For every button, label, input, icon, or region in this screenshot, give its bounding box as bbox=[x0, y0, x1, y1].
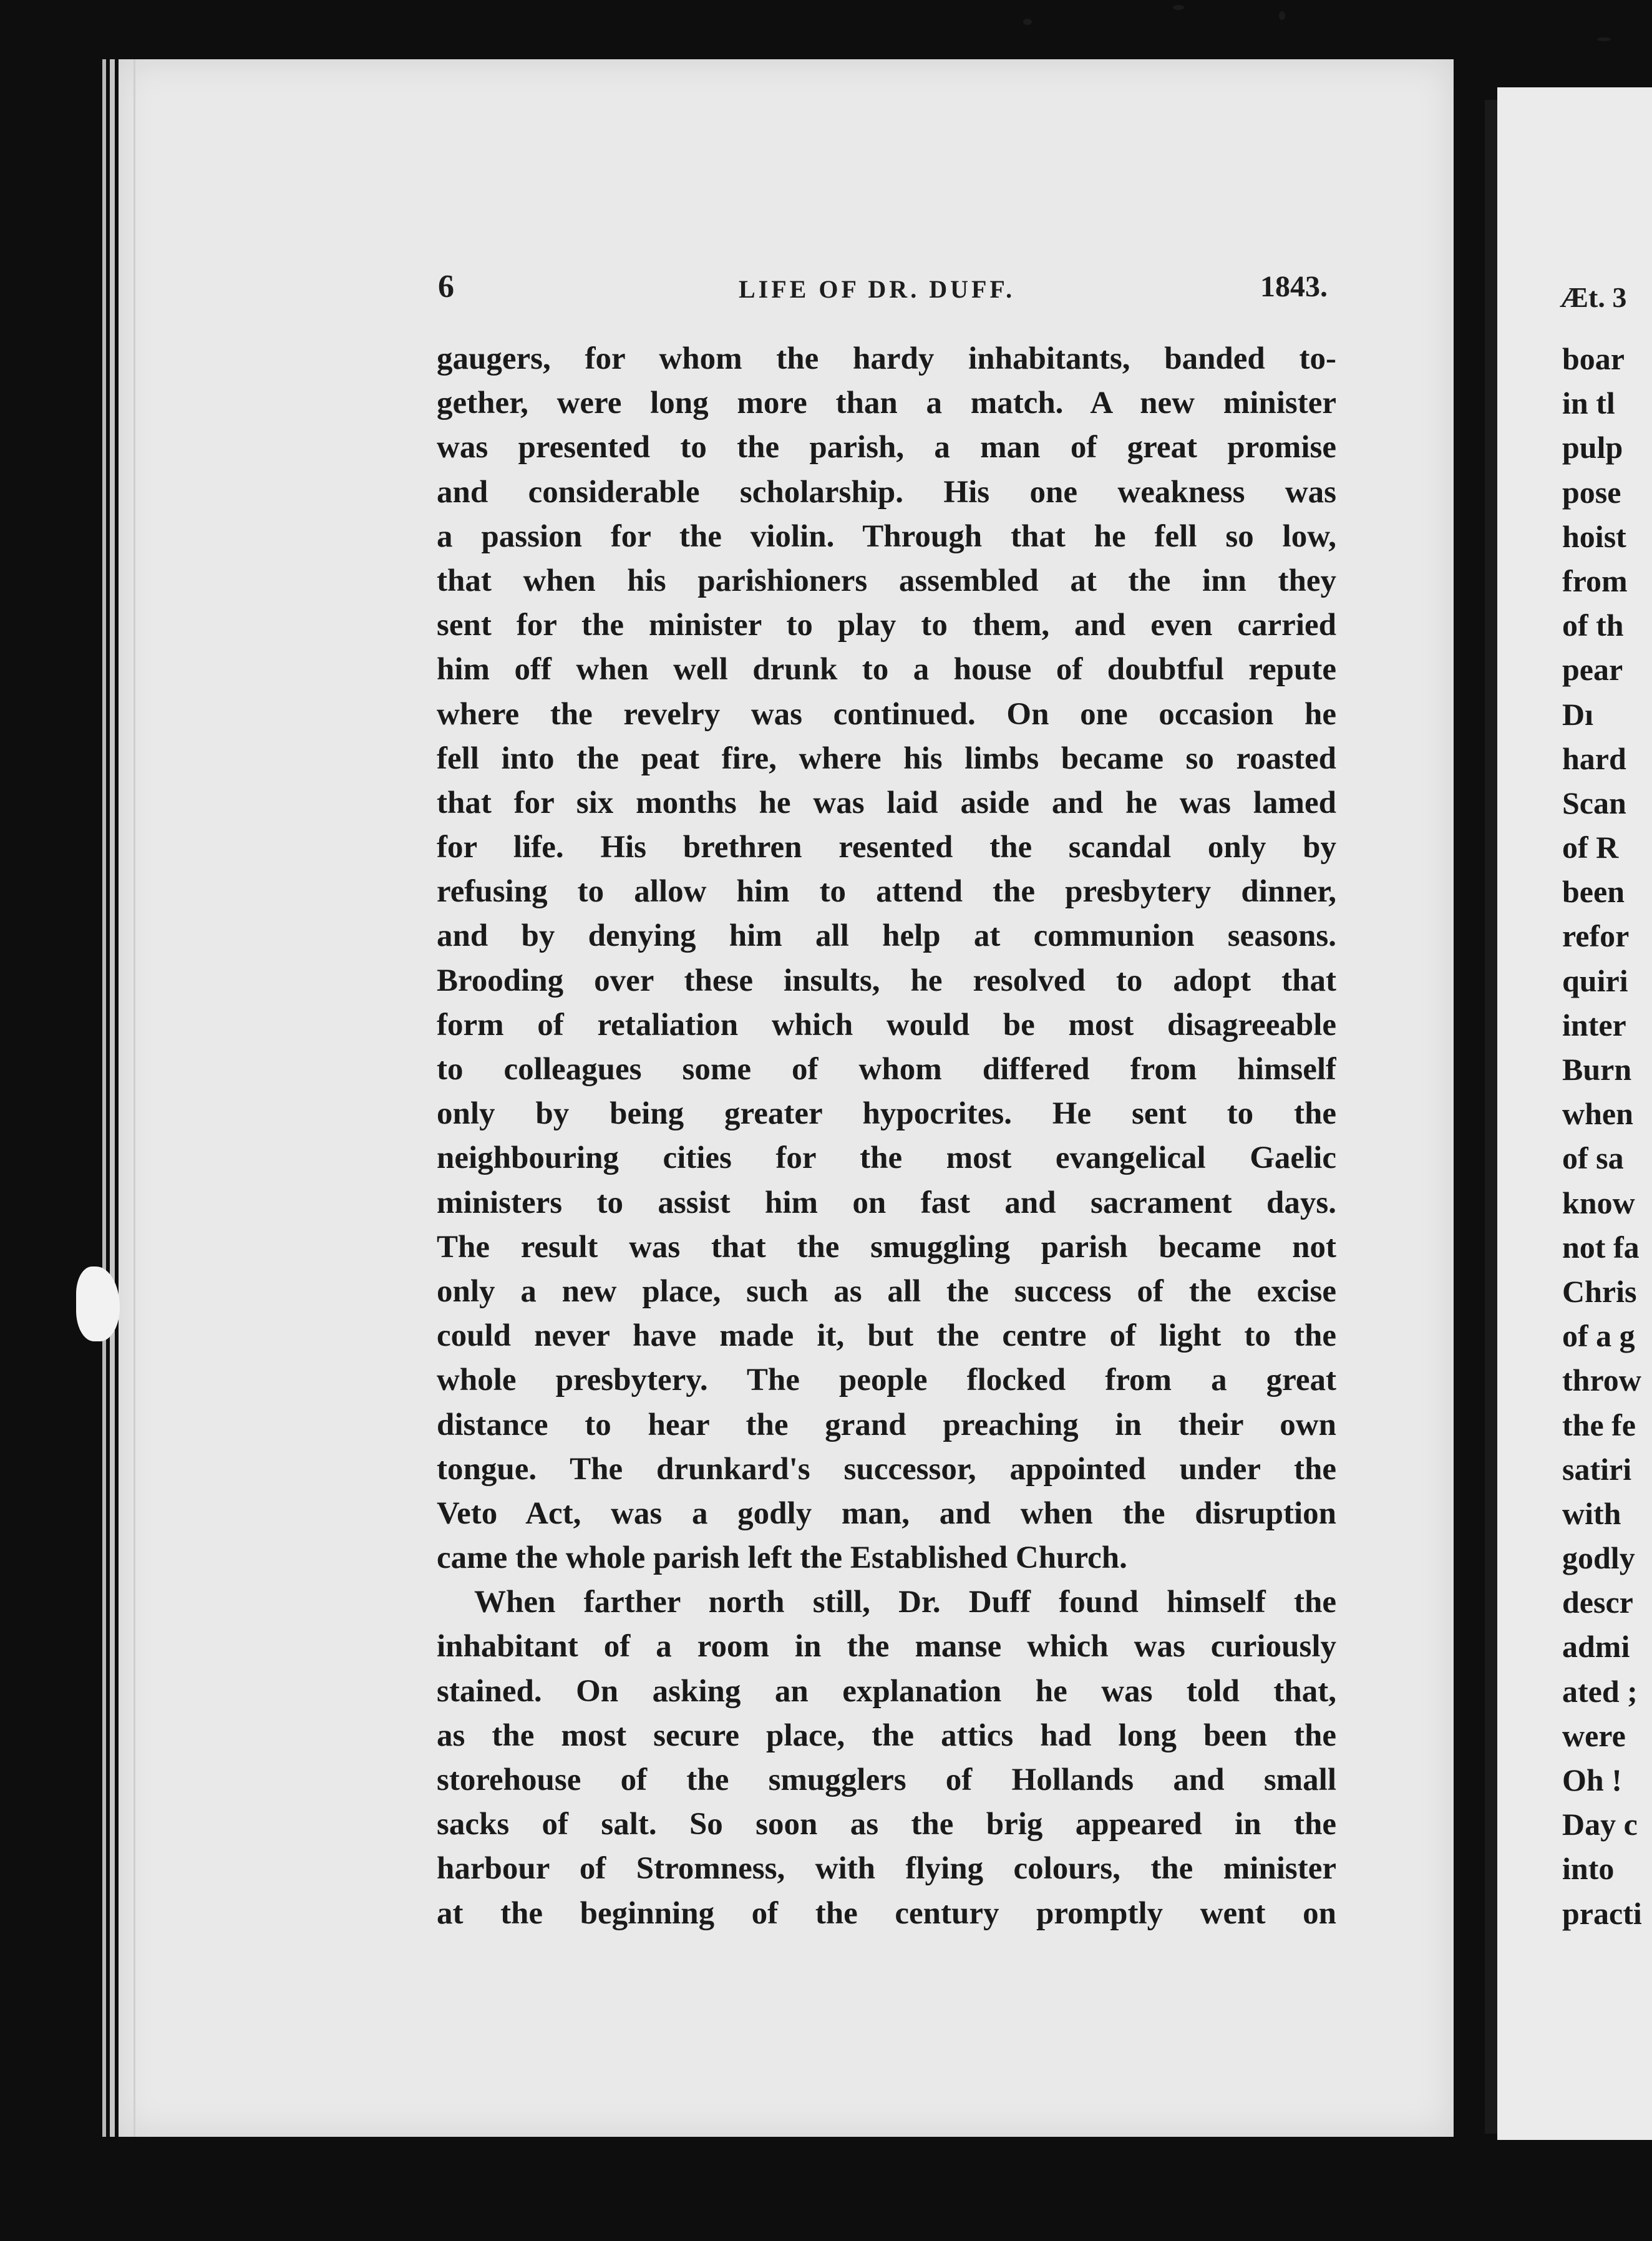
right-text-line: know bbox=[1562, 1185, 1635, 1220]
right-text-line: of R bbox=[1562, 830, 1619, 865]
text-line: refusing to allow him to attend the presbytery dinner, bbox=[437, 874, 1336, 910]
right-text-line: godly bbox=[1562, 1540, 1635, 1576]
right-text-line: pose bbox=[1562, 474, 1621, 510]
text-line: for life. His brethren resented the scandal only by bbox=[437, 830, 1336, 865]
right-text-line: with bbox=[1562, 1495, 1621, 1531]
right-text-line: Day c bbox=[1562, 1807, 1638, 1842]
scan-speck bbox=[1023, 19, 1032, 25]
page-edge bbox=[134, 59, 135, 2137]
text-line: form of retaliation which would be most disagreeable bbox=[437, 1007, 1336, 1043]
text-line: tongue. The drunkard's successor, appointed under the bbox=[437, 1451, 1336, 1487]
right-text-line: refor bbox=[1562, 918, 1630, 954]
right-text-line: the fe bbox=[1562, 1407, 1636, 1442]
scan-speck bbox=[1279, 11, 1285, 20]
text-line: gether, were long more than a match. A new minister bbox=[437, 386, 1336, 421]
right-text-line: practi bbox=[1562, 1895, 1642, 1931]
text-line: neighbouring cities for the most evangelical Gaelic bbox=[437, 1140, 1336, 1176]
right-text-line: throw bbox=[1562, 1363, 1641, 1398]
right-text-line: been bbox=[1562, 874, 1625, 910]
right-text-line: Burn bbox=[1562, 1052, 1632, 1087]
right-text-line: not fa bbox=[1562, 1229, 1640, 1265]
text-line: Brooding over these insults, he resolved to adopt that bbox=[437, 963, 1336, 998]
right-text-line: boar bbox=[1562, 341, 1625, 376]
text-line: The result was that the smuggling parish became not bbox=[437, 1229, 1336, 1265]
right-text-line: of sa bbox=[1562, 1140, 1624, 1176]
page-year: 1843. bbox=[1260, 270, 1328, 303]
text-line: gaugers, for whom the hardy inhabitants, banded to- bbox=[437, 341, 1336, 376]
text-line: could never have made it, but the centre of light to the bbox=[437, 1318, 1336, 1354]
text-line: ministers to assist him on fast and sacrament days. bbox=[437, 1185, 1336, 1220]
text-line: storehouse of the smugglers of Hollands and small bbox=[437, 1762, 1336, 1797]
right-text-line: pulp bbox=[1562, 430, 1623, 465]
text-line: and by denying him all help at communion seasons. bbox=[437, 918, 1336, 954]
text-line: to colleagues some of whom differed from himself bbox=[437, 1052, 1336, 1087]
text-line: sacks of salt. So soon as the brig appeared in the bbox=[437, 1807, 1336, 1842]
text-line: was presented to the parish, a man of great promise bbox=[437, 430, 1336, 465]
text-line: whole presbytery. The people flocked from a great bbox=[437, 1363, 1336, 1398]
text-line: distance to hear the grand preaching in their own bbox=[437, 1407, 1336, 1442]
right-text-line: from bbox=[1562, 563, 1628, 598]
right-text-line: Dı bbox=[1562, 696, 1593, 732]
text-line: at the beginning of the century promptly went on bbox=[437, 1895, 1336, 1931]
right-text-line: were bbox=[1562, 1718, 1626, 1753]
text-line: sent for the minister to play to them, and even carried bbox=[437, 608, 1336, 643]
text-line: only by being greater hypocrites. He sent to the bbox=[437, 1096, 1336, 1132]
scan-speck bbox=[1597, 37, 1611, 41]
right-text-line: hoist bbox=[1562, 518, 1626, 554]
text-line: inhabitant of a room in the manse which was curiously bbox=[437, 1629, 1336, 1665]
text-line: and considerable scholarship. His one weakness was bbox=[437, 474, 1336, 510]
text-line: stained. On asking an explanation he was told that, bbox=[437, 1673, 1336, 1709]
text-line: him off when well drunk to a house of doubtful repute bbox=[437, 652, 1336, 688]
right-text-line: pear bbox=[1562, 652, 1623, 688]
text-line: harbour of Stromness, with flying colours, the minister bbox=[437, 1851, 1336, 1887]
text-line: only a new place, such as all the success of the excise bbox=[437, 1273, 1336, 1309]
text-line: came the whole parish left the Established Church. bbox=[437, 1540, 1127, 1576]
right-text-line: inter bbox=[1562, 1007, 1626, 1043]
text-line: where the revelry was continued. On one occasion he bbox=[437, 696, 1336, 732]
page-edge bbox=[102, 59, 106, 2137]
text-line: When farther north still, Dr. Duff found himself the bbox=[474, 1585, 1336, 1620]
right-text-line: admi bbox=[1562, 1629, 1630, 1665]
text-line: as the most secure place, the attics had long been the bbox=[437, 1718, 1336, 1753]
right-text-line: hard bbox=[1562, 741, 1626, 776]
text-line: fell into the peat fire, where his limbs became so roasted bbox=[437, 741, 1336, 776]
right-text-line: Oh ! bbox=[1562, 1762, 1622, 1797]
right-text-line: ated ; bbox=[1562, 1673, 1638, 1709]
right-text-line: satiri bbox=[1562, 1451, 1632, 1487]
right-text-line: in tl bbox=[1562, 386, 1615, 421]
text-line: that for six months he was laid aside and he was lamed bbox=[437, 785, 1336, 820]
page-edge bbox=[110, 59, 115, 2137]
running-title: LIFE OF DR. DUFF. bbox=[739, 275, 1016, 303]
right-text-line: descr bbox=[1562, 1585, 1633, 1620]
text-line: Veto Act, was a godly man, and when the disruption bbox=[437, 1495, 1336, 1531]
right-page-header: Æt. 3 bbox=[1560, 281, 1627, 313]
right-text-line: Scan bbox=[1562, 785, 1626, 820]
right-text-line: Chris bbox=[1562, 1273, 1637, 1309]
page-number: 6 bbox=[438, 269, 454, 304]
right-text-line: of th bbox=[1562, 608, 1624, 643]
right-text-line: into bbox=[1562, 1851, 1615, 1887]
right-page-text bbox=[1562, 337, 1652, 1936]
scan-speck bbox=[1173, 5, 1184, 10]
text-line: a passion for the violin. Through that he fell so low, bbox=[437, 518, 1336, 554]
right-text-line: when bbox=[1562, 1096, 1633, 1132]
body-text bbox=[437, 337, 1336, 1936]
text-line: that when his parishioners assembled at the inn they bbox=[437, 563, 1336, 598]
right-text-line: quiri bbox=[1562, 963, 1628, 998]
right-text-line: of a g bbox=[1562, 1318, 1635, 1354]
